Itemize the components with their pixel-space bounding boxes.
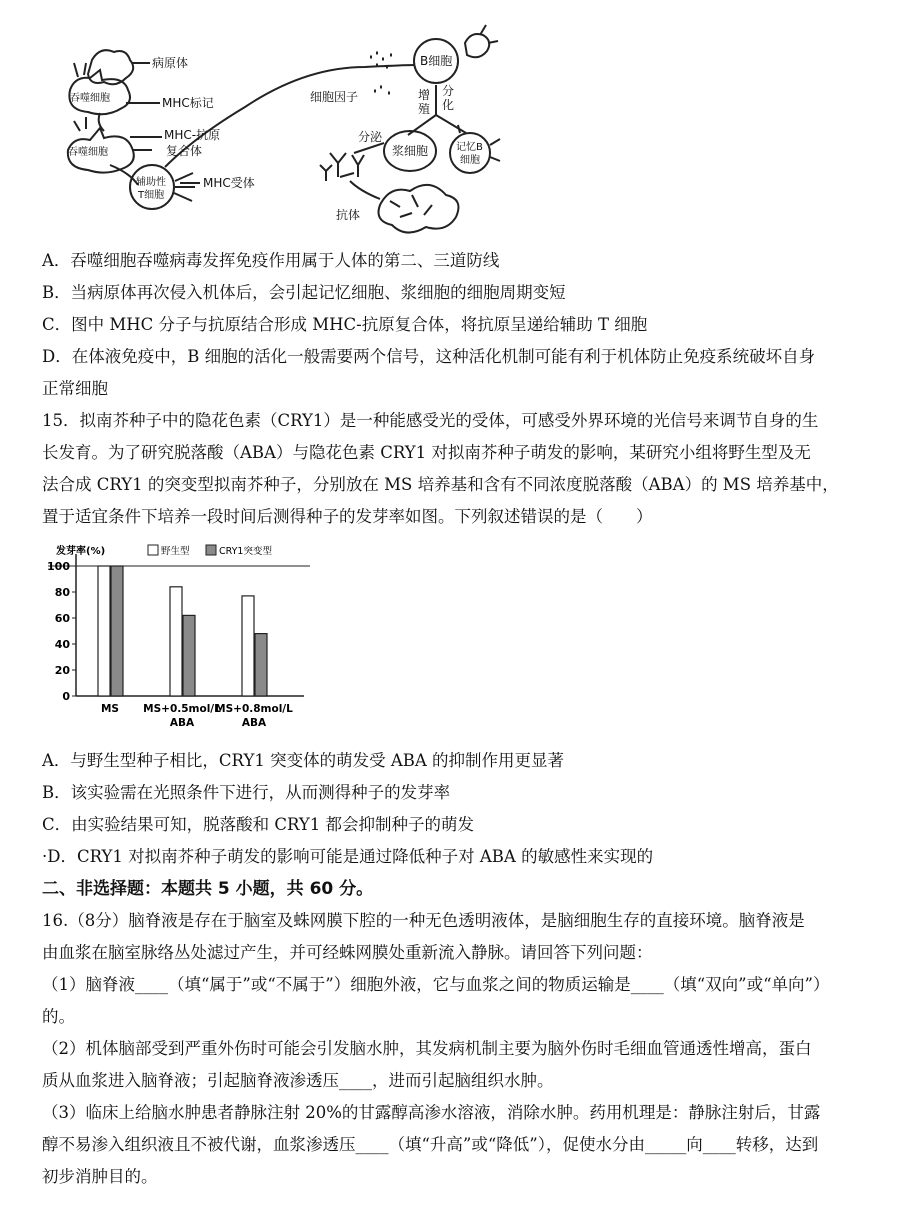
y-tick-label: 20 bbox=[54, 664, 70, 677]
q15-option-d: ·D．CRY1 对拟南芥种子萌发的影响可能是通过降低种子对 ABA 的敏感性来实现的 bbox=[42, 847, 654, 866]
bar bbox=[170, 587, 182, 696]
q14-option-a: A．吞噬细胞吞噬病毒发挥免疫作用属于人体的第二、三道防线 bbox=[42, 251, 500, 270]
bar bbox=[111, 566, 123, 696]
label-mhc-complex-2: 复合体 bbox=[166, 144, 203, 158]
x-tick-label: MS bbox=[100, 703, 120, 715]
label-phagocyte-2: 吞噬细胞 bbox=[68, 147, 108, 158]
q16-part1-line2: 的。 bbox=[42, 1007, 75, 1026]
memory-cell-shape bbox=[450, 133, 490, 173]
label-cytokine: 细胞因子 bbox=[310, 90, 359, 104]
label-memory-cell-2: 细胞 bbox=[460, 155, 480, 166]
x-tick-label: MS+0.5mol/L bbox=[143, 703, 221, 715]
bar bbox=[98, 566, 110, 696]
q15-stem-line4: 置于适宜条件下培养一段时间后测得种子的发芽率如图。下列叙述错误的是（ ） bbox=[42, 507, 653, 526]
q16-stem-line1: 16.（8分）脑脊液是存在于脑室及蛛网膜下腔的一种无色透明液体，是脑细胞生存的直接环境。脑脊液是 bbox=[42, 911, 805, 930]
q16-part3-line1: （3）临床上给脑水肿患者静脉注射 20%的甘露醇高渗水溶液，消除水肿。药用机理是：静脉注射后，甘露 bbox=[42, 1103, 821, 1122]
label-mhc-complex-1: MHC-抗原 bbox=[164, 128, 221, 142]
q15-stem-line3: 法合成 CRY1 的突变型拟南芥种子，分别放在 MS 培养基和含有不同浓度脱落酸（ABA）的 MS 培养基中， bbox=[42, 475, 839, 494]
x-tick-label-line2: ABA bbox=[241, 717, 267, 729]
label-pathogen: 病原体 bbox=[152, 56, 189, 70]
y-axis-label: 发芽率(%) bbox=[56, 546, 106, 557]
legend-swatch bbox=[148, 545, 158, 555]
label-phagocyte-1: 吞噬细胞 bbox=[70, 93, 110, 104]
label-differentiate-2: 化 bbox=[442, 98, 455, 112]
germination-chart bbox=[40, 538, 310, 738]
q16-part1-line1: （1）脑脊液____（填“属于”或“不属于”）细胞外液，它与血浆之间的物质运输是____（填“双向”或“单向”） bbox=[42, 975, 830, 994]
label-antibody: 抗体 bbox=[336, 208, 361, 222]
label-helper-t-1: 辅助性 bbox=[136, 177, 166, 188]
q15-stem-line1: 15．拟南芥种子中的隐花色素（CRY1）是一种能感受光的受体，可感受外界环境的光信号来调节自身的生 bbox=[42, 411, 819, 430]
bar bbox=[242, 596, 254, 696]
antigen-cluster-shape bbox=[379, 185, 459, 233]
label-mhc-marker: MHC标记 bbox=[162, 96, 214, 110]
bar bbox=[183, 615, 195, 696]
antibody-shape bbox=[330, 153, 364, 177]
q14-option-b: B．当病原体再次侵入机体后，会引起记忆细胞、浆细胞的细胞周期变短 bbox=[42, 283, 566, 302]
q14-option-c: C．图中 MHC 分子与抗原结合形成 MHC-抗原复合体，将抗原呈递给辅助 T 细胞 bbox=[42, 315, 648, 334]
label-helper-t-2: T细胞 bbox=[138, 190, 165, 201]
section2-heading: 二、非选择题：本题共 5 小题，共 60 分。 bbox=[42, 879, 374, 899]
q16-part2-line1: （2）机体脑部受到严重外伤时可能会引发脑水肿，其发病机制主要为脑外伤时毛细血管通透性增高，蛋白 bbox=[42, 1039, 812, 1058]
label-proliferate-2: 殖 bbox=[418, 102, 431, 116]
q15-option-b: B．该实验需在光照条件下进行，从而测得种子的发芽率 bbox=[42, 783, 451, 802]
label-proliferate-1: 增 bbox=[418, 88, 431, 102]
legend-label: 野生型 bbox=[161, 546, 190, 557]
label-differentiate-1: 分 bbox=[442, 84, 455, 98]
immune-diagram bbox=[40, 5, 510, 240]
q15-stem-line2: 长发育。为了研究脱落酸（ABA）与隐花色素 CRY1 对拟南芥种子萌发的影响，某研究小组将野生型及无 bbox=[42, 443, 811, 462]
q14-option-d-line2: 正常细胞 bbox=[42, 379, 108, 398]
label-b-cell: B细胞 bbox=[420, 54, 453, 68]
q14-option-d-line1: D．在体液免疫中，B 细胞的活化一般需要两个信号，这种活化机制可能有利于机体防止免疫系统破坏自身 bbox=[42, 347, 816, 366]
y-tick-label: 60 bbox=[54, 612, 70, 625]
q16-part2-line2: 质从血浆进入脑脊液；引起脑脊液渗透压____，进而引起脑组织水肿。 bbox=[42, 1071, 554, 1090]
label-mhc-receptor: MHC受体 bbox=[203, 176, 255, 190]
y-tick-label: 80 bbox=[54, 586, 70, 599]
q15-option-c: C．由实验结果可知，脱落酸和 CRY1 都会抑制种子的萌发 bbox=[42, 815, 475, 834]
q16-stem-line2: 由血浆在脑室脉络丛处滤过产生，并可经蛛网膜处重新流入静脉。请回答下列问题： bbox=[42, 943, 653, 962]
legend-label: CRY1突变型 bbox=[219, 546, 272, 557]
label-secrete: 分泌 bbox=[358, 130, 383, 144]
q15-option-a: A．与野生型种子相比，CRY1 突变体的萌发受 ABA 的抑制作用更显著 bbox=[42, 751, 565, 770]
x-tick-label: MS+0.8mol/L bbox=[215, 703, 293, 715]
legend-swatch bbox=[206, 545, 216, 555]
x-tick-label-line2: ABA bbox=[169, 717, 195, 729]
label-plasma-cell: 浆细胞 bbox=[392, 144, 429, 158]
q16-part3-line3: 初步消肿目的。 bbox=[42, 1167, 158, 1186]
q16-part3-line2: 醇不易渗入组织液且不被代谢，血浆渗透压____（填“升高”或“降低”），促使水分由_____向____转移，达到 bbox=[42, 1135, 819, 1154]
y-tick-label: 0 bbox=[62, 690, 70, 703]
y-tick-label: 100 bbox=[47, 560, 70, 573]
y-tick-label: 40 bbox=[54, 638, 70, 651]
bar bbox=[255, 634, 267, 696]
label-memory-cell-1: 记忆B bbox=[456, 142, 483, 153]
cytokine-path bbox=[165, 65, 415, 167]
